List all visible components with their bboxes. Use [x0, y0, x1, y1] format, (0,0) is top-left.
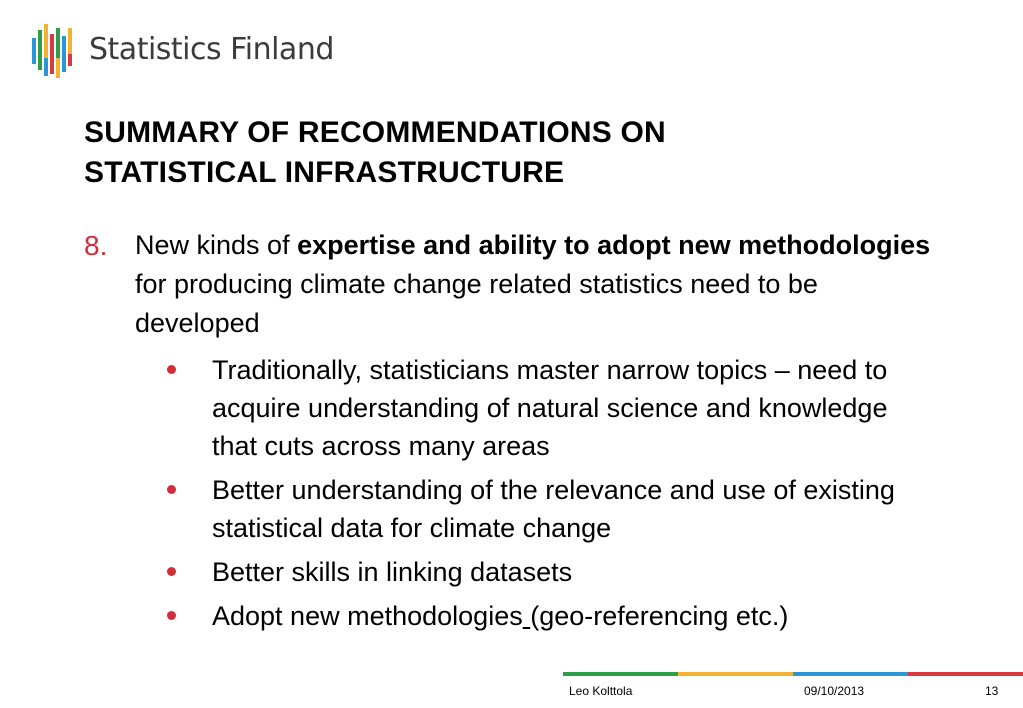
item-text-bold: expertise and ability to adopt new methodologies [297, 230, 931, 260]
footer-page-number: 13 [985, 684, 999, 698]
footer-date: 09/10/2013 [804, 684, 865, 698]
statistics-finland-logo [30, 22, 360, 82]
bullet-dot-icon [167, 485, 176, 494]
bullet-dot-icon [167, 365, 176, 374]
bullet-text: Adopt new methodologies [212, 601, 523, 631]
footer-color-bar [563, 672, 1023, 676]
item-text-before: New kinds of [135, 230, 298, 260]
item-number: 8. [84, 230, 108, 261]
logo-text: Statistics Finland [89, 32, 334, 67]
bullet-item [163, 471, 923, 547]
bullet-list [163, 351, 923, 641]
footer-bar-blue [793, 672, 908, 676]
bullet-item [163, 553, 923, 591]
footer-bar-green [563, 672, 678, 676]
item-text-after: for producing climate change related statistics need to be developed [135, 269, 818, 338]
item-text [135, 226, 935, 343]
bullet-text-after: (geo-referencing etc.) [530, 601, 789, 631]
statistics-finland-logo-icon [30, 22, 76, 80]
bullet-text: Traditionally, statisticians master narrow topics – need to acquire understanding of natural science and knowledge that cuts across many areas [212, 355, 888, 461]
slide-title [84, 113, 984, 193]
bullet-item [163, 597, 923, 635]
bullet-text: Better understanding of the relevance and use of existing statistical data for climate change [212, 475, 895, 543]
slide-title-line-2: STATISTICAL INFRASTRUCTURE [84, 156, 565, 189]
footer-author: Leo Kolttola [569, 684, 633, 698]
footer-bar-red [908, 672, 1023, 676]
bullet-dot-icon [167, 611, 176, 620]
bullet-dot-icon [167, 567, 176, 576]
footer-bar-yellow [678, 672, 793, 676]
bullet-text: Better skills in linking datasets [212, 557, 573, 587]
bullet-item [163, 351, 923, 465]
slide-title-line-1: SUMMARY OF RECOMMENDATIONS ON [84, 116, 666, 149]
